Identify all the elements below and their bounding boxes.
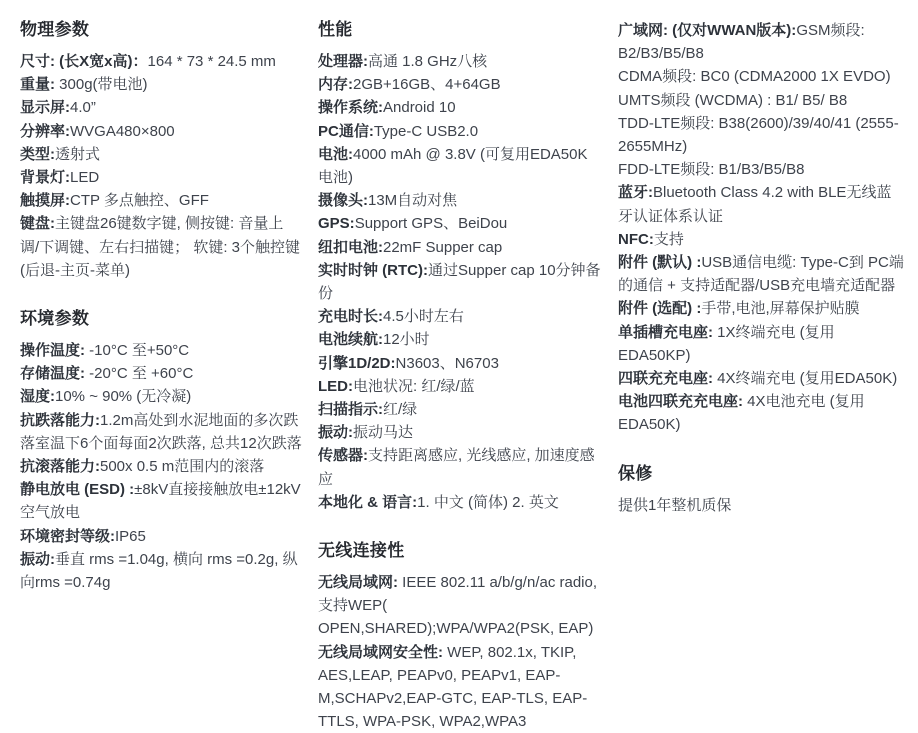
spec-label: 传感器: (318, 447, 368, 465)
section-wwan (618, 19, 906, 437)
spec-line (20, 409, 302, 455)
spec-line (20, 339, 302, 362)
spec-value: LED (70, 169, 100, 187)
spec-label: 实时时钟 (RTC): (318, 261, 428, 279)
spec-line (618, 297, 906, 320)
spec-value: IP65 (115, 527, 146, 545)
spec-label: 摄像头: (318, 192, 368, 210)
spec-label: 触摸屏: (20, 192, 70, 210)
column-physical-environment (20, 19, 302, 733)
spec-value: CTP 多点触控、GFF (70, 192, 209, 210)
spec-label: 处理器: (318, 53, 368, 70)
spec-value: 垂直 rms =1.04g, 横向 rms =0.2g, 纵向rms =0.74g (20, 550, 298, 592)
spec-value: WEP, 802.1x, TKIP, AES,LEAP, PEAPv0, PEAPv1, EAP-M,SCHAPv2,EAP-GTC, EAP-TLS, EAP-TTLS, WPA-PSK, WPA2,WPA3 (318, 643, 588, 731)
spec-label: 存储温度: (20, 365, 85, 383)
spec-value: 1.2m高处到水泥地面的多次跌落室温下6个面每面2次跌落, 总共12次跌落 (20, 411, 302, 452)
spec-label: 分辨率: (20, 122, 70, 140)
spec-value: 4.0” (70, 99, 96, 117)
spec-label: 引擎1D/2D: (318, 354, 396, 372)
spec-line (20, 362, 302, 385)
spec-label: 环境密封等级: (20, 527, 115, 545)
section-title: 保修 (618, 463, 653, 483)
spec-line (318, 375, 602, 398)
spec-line (318, 491, 602, 514)
spec-label: LED: (318, 377, 353, 395)
spec-label: 单插槽充电座: (618, 323, 713, 341)
spec-line (618, 158, 906, 181)
spec-line (20, 478, 302, 524)
spec-value: 支持 (653, 230, 684, 248)
spec-label: 本地化 & 语言: (318, 493, 418, 511)
spec-line (20, 548, 302, 594)
spec-value: 2GB+16GB、4+64GB (353, 76, 501, 94)
spec-label: 键盘: (20, 215, 55, 233)
spec-line (618, 112, 906, 158)
spec-value: Bluetooth Class 4.2 with BLE无线蓝牙认证体系认证 (618, 184, 892, 225)
spec-line (318, 328, 602, 351)
spec-label: PC通信: (318, 122, 374, 140)
section-warranty (618, 463, 906, 517)
spec-value: 500x 0.5 m范围内的滚落 (100, 458, 265, 476)
spec-value: 4X电池充电 (复用EDA50K) (618, 393, 865, 434)
spec-line (618, 367, 906, 390)
spec-value: N3603、N6703 (395, 354, 499, 372)
spec-label: 内存: (318, 76, 353, 94)
spec-label: 显示屏: (20, 99, 70, 117)
spec-value: 4X终端充电 (复用EDA50K) (713, 370, 898, 388)
spec-line (20, 96, 302, 119)
section-wireless (318, 540, 602, 733)
spec-line (20, 73, 302, 96)
spec-label: 无线局域网安全性: (318, 643, 443, 661)
spec-value: 300g(带电池) (55, 76, 148, 94)
spec-label: GPS: (318, 215, 355, 233)
spec-value: TDD-LTE频段: B38(2600)/39/40/41 (2555-2655MHz) (618, 114, 899, 156)
section-physical (20, 19, 302, 282)
spec-line (20, 212, 302, 282)
spec-value: UMTS频段 (WCDMA) : B1/ B5/ B8 (618, 91, 848, 109)
spec-label: 电池: (318, 145, 353, 163)
spec-label: 振动: (318, 424, 353, 442)
spec-line (318, 212, 602, 235)
spec-label: 尺寸: (长X宽x高)： (20, 53, 148, 70)
spec-line (20, 143, 302, 166)
spec-line (618, 494, 906, 517)
spec-value: Android 10 (383, 99, 456, 117)
spec-label: 充电时长: (318, 308, 383, 326)
section-title: 环境参数 (20, 309, 90, 329)
spec-label: 电池续航: (318, 331, 383, 349)
spec-line (318, 120, 602, 143)
spec-label: 电池四联充充电座: (618, 393, 743, 411)
spec-label: 振动: (20, 550, 55, 568)
spec-line (318, 571, 602, 641)
section-performance (318, 19, 602, 514)
spec-line (20, 455, 302, 478)
spec-value: 10% ~ 90% (无冷凝) (55, 388, 192, 406)
spec-label: 扫描指示: (318, 401, 383, 419)
spec-value: 电池状况: 红/绿/蓝 (353, 377, 475, 395)
spec-value: 支持距离感应, 光线感应, 加速度感应 (318, 447, 595, 488)
spec-value: 红/绿 (383, 401, 418, 419)
spec-line (318, 50, 602, 73)
spec-value: 透射式 (55, 145, 101, 163)
spec-value: 13M自动对焦 (368, 192, 458, 210)
spec-value: 1X终端充电 (复用EDA50KP) (618, 323, 835, 364)
spec-label: 广域网: (仅对WWAN版本): (618, 22, 797, 39)
spec-line (318, 421, 602, 444)
spec-label: 抗跌落能力: (20, 411, 100, 429)
spec-line (318, 73, 602, 96)
spec-label: NFC: (618, 230, 654, 248)
spec-value: CDMA频段: BC0 (CDMA2000 1X EVDO) (618, 68, 891, 86)
spec-line (618, 65, 906, 88)
spec-value: -20°C 至 +60°C (85, 365, 194, 383)
spec-value: 主键盘26键数字键, 侧按键: 音量上调/下调键、左右扫描键； 软键: 3个触控键 (后退-主页-菜单) (20, 215, 301, 279)
spec-label: 操作温度: (20, 342, 85, 360)
spec-line (318, 352, 602, 375)
spec-value: 12小时 (383, 331, 430, 349)
spec-line (318, 641, 602, 733)
spec-line (20, 50, 302, 73)
spec-value: ±8kV直接接触放电±12kV 空气放电 (20, 481, 301, 522)
spec-line (20, 166, 302, 189)
spec-line (20, 120, 302, 143)
column-performance-wireless (318, 19, 602, 733)
spec-line (20, 385, 302, 408)
spec-value: 手带,电池,屏幕保护贴膜 (701, 300, 860, 318)
spec-line (20, 189, 302, 212)
spec-value: 22mF Supper cap (383, 238, 503, 256)
spec-line (318, 398, 602, 421)
spec-value: 高通 1.8 GHz八核 (368, 53, 488, 70)
spec-line (318, 189, 602, 212)
spec-value: 4000 mAh @ 3.8V (可复用EDA50K电池) (318, 145, 588, 187)
spec-line (618, 251, 906, 297)
spec-value: USB通信电缆: Type-C到 PC端的通信 + 支持适配器/USB充电墙充适配器 (618, 254, 904, 295)
spec-label: 背景灯: (20, 169, 70, 187)
spec-line (618, 181, 906, 227)
spec-value: 振动马达 (353, 424, 414, 442)
spec-value: IEEE 802.11 a/b/g/n/ac radio,支持WEP( OPEN,SHARED);WPA/WPA2(PSK, EAP) (318, 574, 598, 638)
spec-label: 无线局域网: (318, 574, 398, 592)
spec-label: 附件 (选配) : (618, 300, 702, 318)
spec-value: 通过Supper cap 10分钟备份 (318, 261, 601, 303)
spec-value: Support GPS、BeiDou (354, 215, 508, 233)
spec-value: GSM频段: B2/B3/B5/B8 (618, 22, 865, 63)
section-environment (20, 308, 302, 594)
spec-value: Type-C USB2.0 (373, 122, 479, 140)
spec-label: 纽扣电池: (318, 238, 383, 256)
spec-label: 四联充充电座: (618, 370, 713, 388)
spec-line (318, 444, 602, 490)
spec-label: 重量: (20, 76, 55, 94)
spec-line (318, 305, 602, 328)
spec-line (618, 19, 906, 65)
section-title: 性能 (318, 20, 353, 39)
spec-value: 1. 中文 (简体) 2. 英文 (417, 493, 559, 511)
spec-value: 164 * 73 * 24.5 mm (147, 53, 276, 70)
spec-value: FDD-LTE频段: B1/B3/B5/B8 (618, 161, 805, 179)
spec-value: -10°C 至+50°C (85, 342, 190, 360)
spec-line (318, 143, 602, 189)
spec-value: WVGA480×800 (70, 122, 175, 140)
spec-line (318, 96, 602, 119)
spec-label: 静电放电 (ESD) : (20, 481, 135, 499)
spec-line (20, 525, 302, 548)
spec-line (318, 236, 602, 259)
spec-label: 附件 (默认) : (618, 254, 702, 272)
section-title: 物理参数 (20, 20, 90, 39)
column-wwan-warranty (618, 19, 906, 733)
spec-value: 提供1年整机质保 (618, 496, 732, 514)
spec-label: 蓝牙: (618, 184, 653, 202)
spec-line (618, 390, 906, 436)
spec-line (618, 228, 906, 251)
spec-line (618, 89, 906, 112)
spec-line (318, 259, 602, 305)
section-title: 无线连接性 (318, 541, 405, 561)
spec-label: 类型: (20, 145, 55, 163)
spec-label: 抗滚落能力: (20, 458, 100, 476)
spec-label: 操作系统: (318, 99, 383, 117)
spec-line (618, 321, 906, 367)
spec-value: 4.5小时左右 (383, 308, 464, 326)
spec-label: 湿度: (20, 388, 55, 406)
